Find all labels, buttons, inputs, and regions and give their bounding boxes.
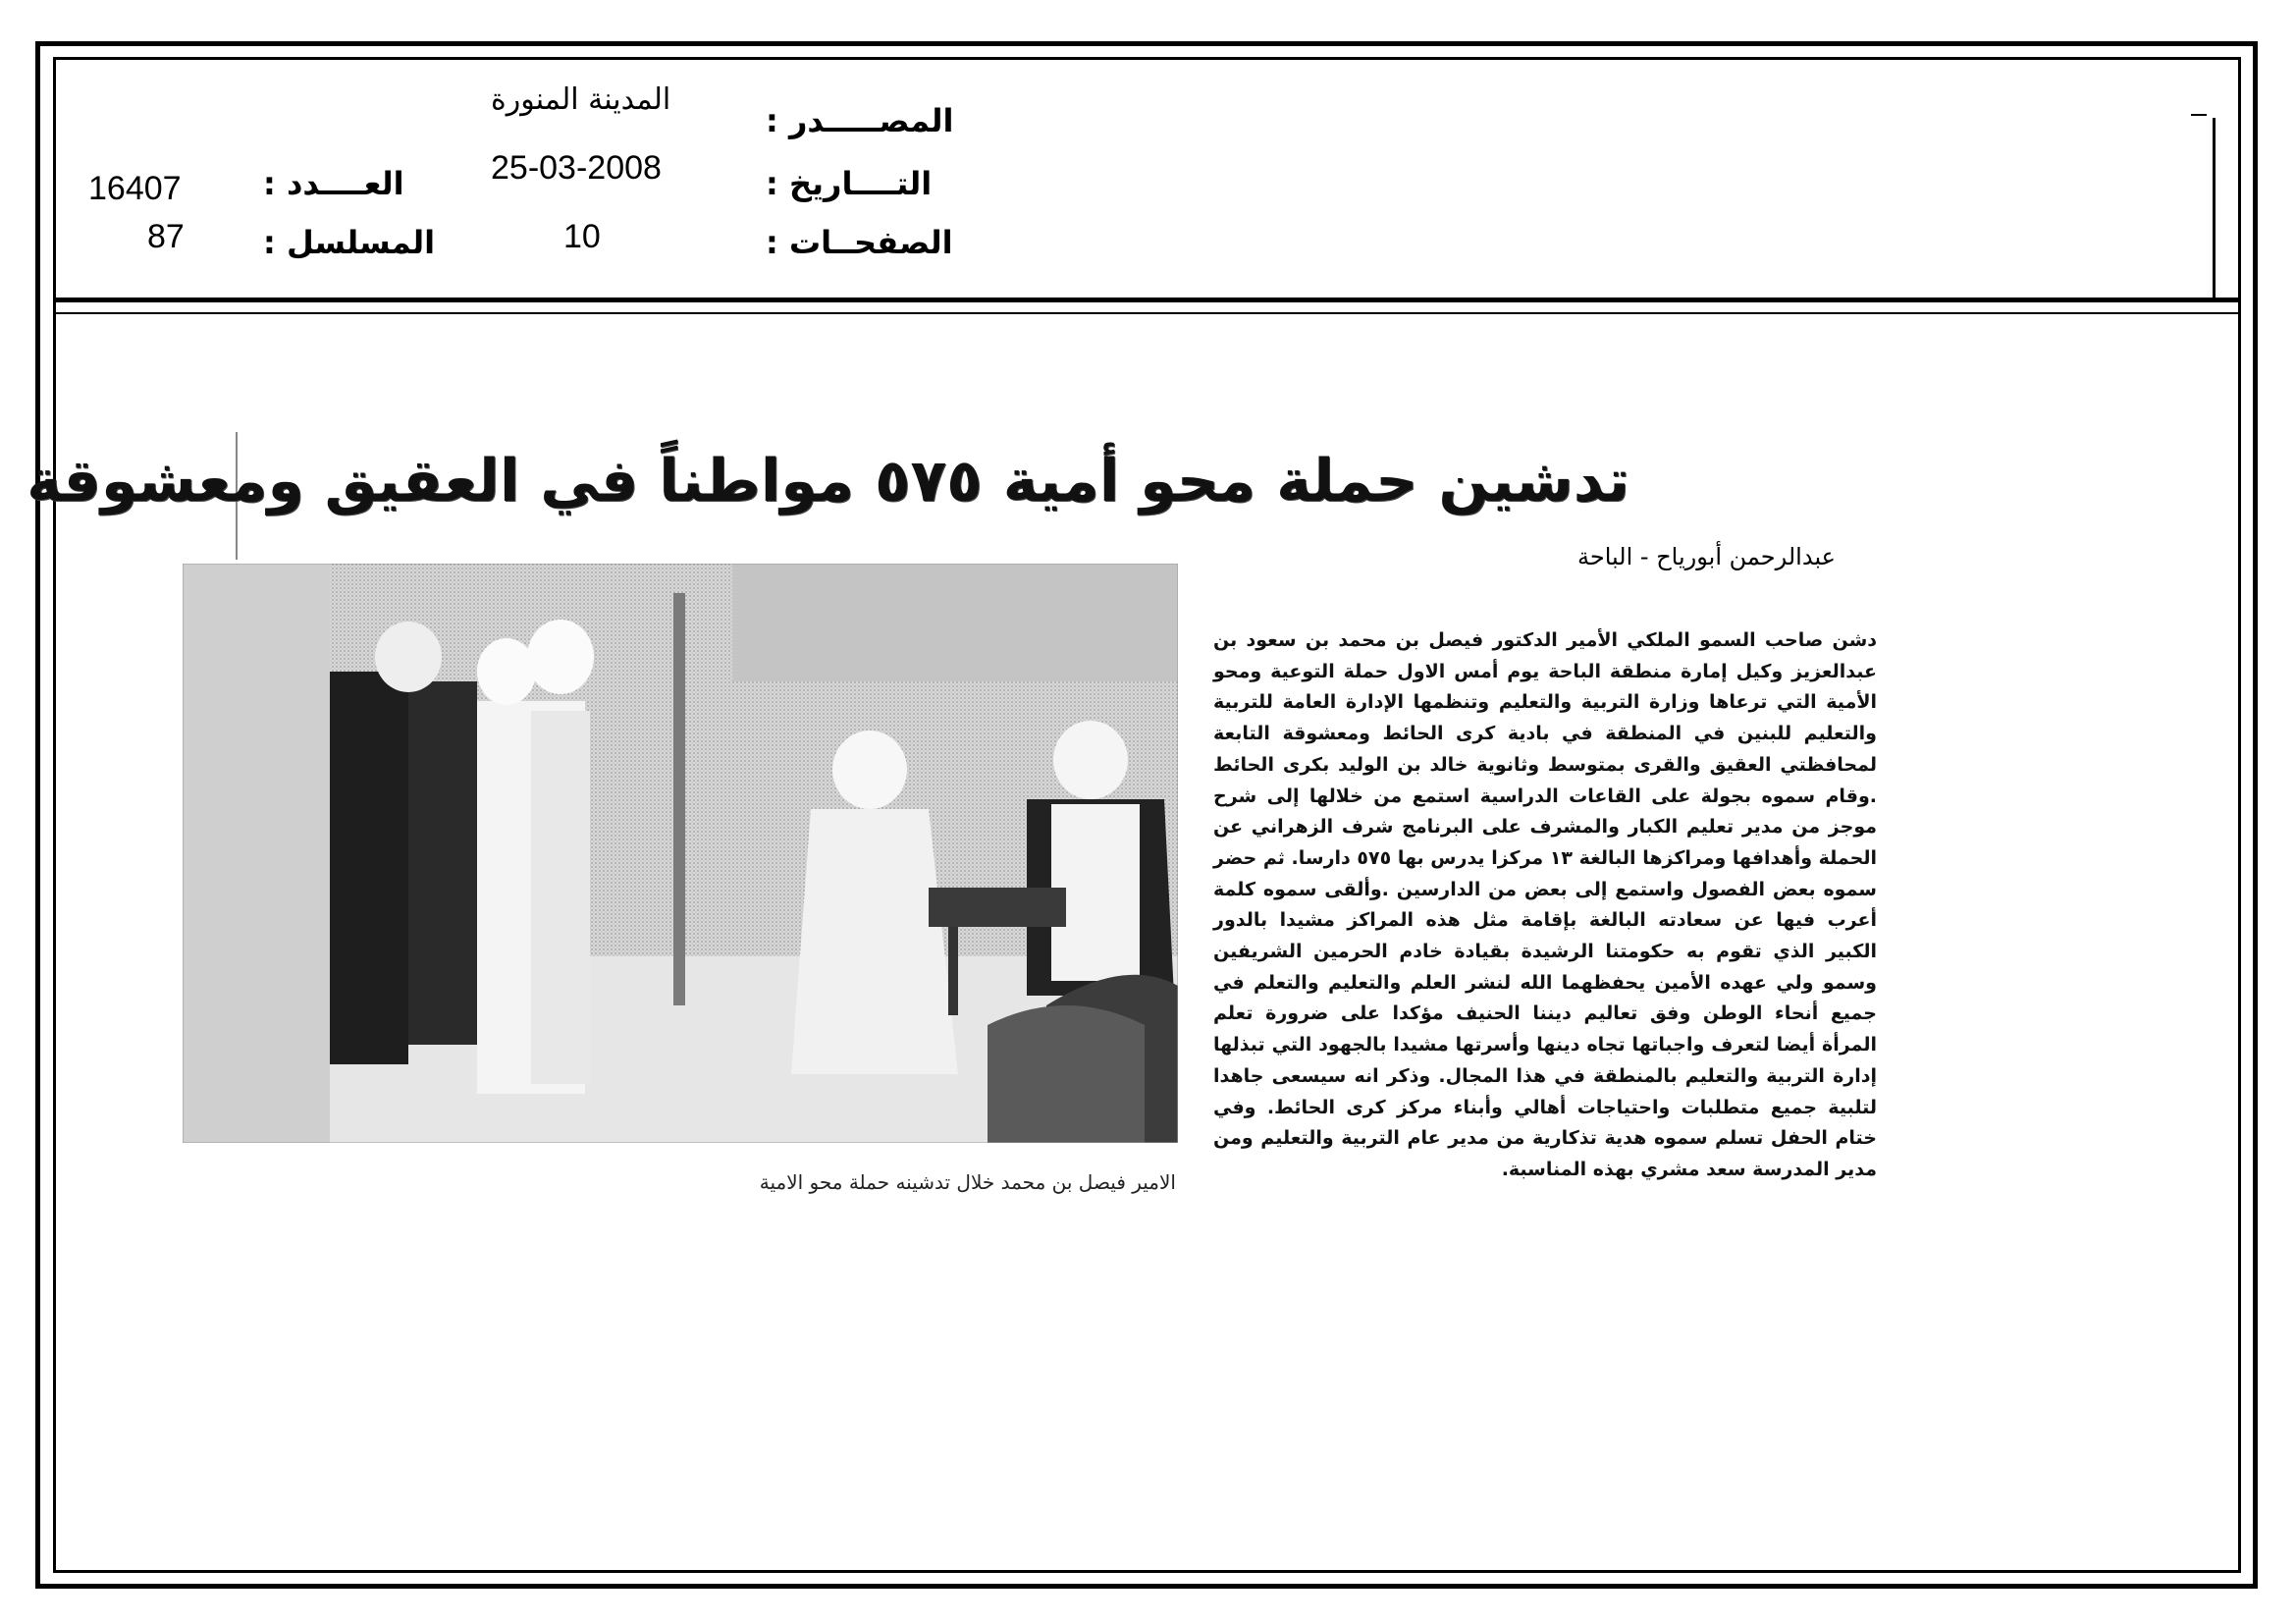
issue-value: 16407 bbox=[88, 170, 182, 207]
header-divider-thin bbox=[53, 312, 2241, 314]
pages-value: 10 bbox=[563, 218, 601, 255]
article-photo bbox=[183, 564, 1178, 1143]
source-value: المدينة المنورة bbox=[491, 82, 671, 117]
header-right-rule bbox=[2213, 118, 2216, 299]
header-divider bbox=[53, 298, 2241, 302]
serial-label: المسلسل : bbox=[263, 224, 436, 261]
header-tick-mark bbox=[2191, 114, 2207, 116]
date-value: 25-03-2008 bbox=[491, 149, 662, 187]
pages-label: الصفحــات : bbox=[766, 224, 953, 261]
article-headline: تدشين حملة محو أمية ٥٧٥ مواطناً في العقيق ومعشوقة bbox=[27, 447, 1629, 515]
date-label: التــــاريخ : bbox=[766, 165, 933, 202]
article-byline: عبدالرحمن أبورياح - الباحة bbox=[1577, 543, 1836, 570]
issue-label: العــــدد : bbox=[263, 165, 404, 202]
source-label: المصـــــدر : bbox=[766, 102, 954, 139]
photo-caption: الامير فيصل بن محمد خلال تدشينه حملة محو الامية bbox=[759, 1170, 1176, 1194]
article-body: دشن صاحب السمو الملكي الأمير الدكتور فيصل بن محمد بن سعود بن عبدالعزيز وكيل إمارة منطقة الباحة يوم أمس الاول حملة التوعية ومحو الأمية التي ترعاها وزارة التربية والتعليم وتنظمها الإدارة العامة للتربية والتعليم للبنين في المنطقة في بادية كرى الحائط ومعشوقة التابعة لمحافظتي العقيق والقرى بمتوسط وثانوية خالد بن الوليد بكرى الحائط .وقام سموه بجولة على القاعات الدراسية استمع من خلالها إلى شرح موجز من مدير تعليم الكبار والمشرف على البرنامج شرف الزهراني عن الحملة وأهدافها ومراكزها البالغة ١٣ مركزا يدرس بها ٥٧٥ دارسا. ثم حضر سموه بعض الفصول واستمع إلى بعض من الدارسين .وألقى سموه كلمة أعرب فيها عن سعادته البالغة بإقامة مثل هذه المراكز مشيدا بالدور الكبير الذي تقوم به حكومتنا الرشيدة بقيادة خادم الحرمين الشريفين وسمو ولي عهده الأمين يحفظهما الله لنشر العلم والتعليم والتعلم في جميع أنحاء الوطن وفق تعاليم ديننا الحنيف مؤكدا على ضرورة تعلم المرأة أيضا لتعرف واجباتها تجاه دينها وأسرتها مشيدا بالجهود التي تبذلها إدارة التربية والتعليم بالمنطقة في هذا المجال. وذكر انه سيسعى جاهدا لتلبية جميع متطلبات واحتياجات أهالي وأبناء مركز كرى الحائط. وفي ختام الحفل تسلم سموه هدية تذكارية من مدير عام التربية والتعليم ومن مدير المدرسة سعد مشري بهذه المناسبة. bbox=[1213, 629, 1878, 1180]
serial-value: 87 bbox=[147, 218, 185, 255]
